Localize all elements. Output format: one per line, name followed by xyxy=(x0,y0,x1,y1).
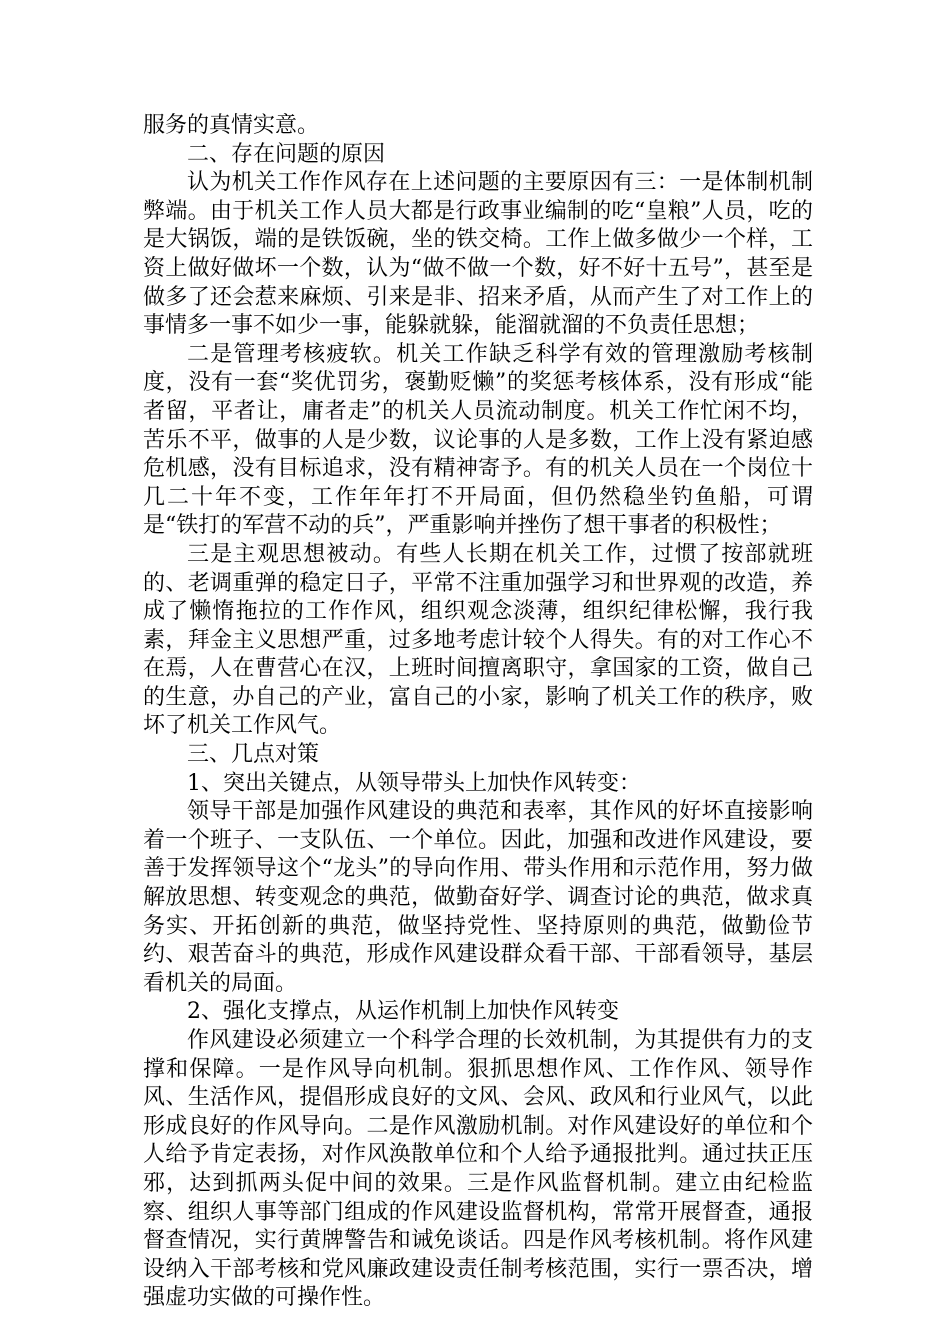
subheading-leadership: 1、突出关键点，从领导带头上加快作风转变： xyxy=(187,770,641,796)
paragraph-cause-mindset: 三是主观思想被动。有些人长期在机关工作，过惯了按部就班的、老调重弹的稳定日子，平常不注重加强学习和世界观的改造，养成了懒惰拖拉的工作作风，组织观念淡薄，组织纪律松懈，我行我素，拜金主义思想严重，过多地考虑计较个人得失。有的对工作心不在焉，人在曹营心在汉，上班时间擅离职守，拿国家的工资，做自己的生意，办自己的产业，富自己的小家，影响了机关工作的秩序，败坏了机关工作风气。 xyxy=(143,541,813,739)
paragraph-mechanism: 作风建设必须建立一个科学合理的长效机制，为其提供有力的支撑和保障。一是作风导向机制。狠抓思想作风、工作作风、领导作风、生活作风，提倡形成良好的文风、会风、政风和行业风气，以此形成良好的作风导向。二是作风激励机制。对作风建设好的单位和个人给予肯定表扬，对作风涣散单位和个人给予通报批判。通过扶正压邪，达到抓两头促中间的效果。三是作风监督机制。建立由纪检监察、组织人事等部门组成的作风建设监督机构，常常开展督查，通报督查情况，实行黄牌警告和诫免谈话。四是作风考核机制。将作风建设纳入干部考核和党风廉政建设责任制考核范围，实行一票否决，增强虚功实做的可操作性。 xyxy=(143,1028,813,1311)
paragraph-cause-management: 二是管理考核疲软。机关工作缺乏科学有效的管理激励考核制度，没有一套“奖优罚劣，褒勤贬懒”的奖惩考核体系，没有形成“能者留，平者让，庸者走”的机关人员流动制度。机关工作忙闲不均，苦乐不平，做事的人是少数，议论事的人是多数，工作上没有紧迫感危机感，没有目标追求，没有精神寄予。有的机关人员在一个岗位十几二十年不变，工作年年打不开局面，但仍然稳坐钓鱼船，可谓是“铁打的军营不动的兵”，严重影响并挫伤了想干事者的积极性； xyxy=(143,341,813,539)
subheading-mechanism: 2、强化支撑点，从运作机制上加快作风转变 xyxy=(187,999,619,1025)
paragraph-leadership: 领导干部是加强作风建设的典范和表率，其作风的好坏直接影响着一个班子、一支队伍、一个单位。因此，加强和改进作风建设，要善于发挥领导这个“龙头”的导向作用、带头作用和示范作用，努力做解放思想、转变观念的典范，做勤奋好学、调查讨论的典范，做求真务实、开拓创新的典范，做坚持党性、坚持原则的典范，做勤俭节约、艰苦奋斗的典范，形成作风建设群众看干部、干部看领导，基层看机关的局面。 xyxy=(143,799,813,996)
section-heading-countermeasures: 三、几点对策 xyxy=(187,742,320,768)
paragraph-continuation: 服务的真情实意。 xyxy=(143,113,320,138)
section-heading-causes: 二、存在问题的原因 xyxy=(187,141,386,167)
paragraph-cause-system: 认为机关工作作风存在上述问题的主要原因有三：一是体制机制弊端。由于机关工作人员大都是行政事业编制的吃“皇粮”人员，吃的是大锅饭，端的是铁饭碗，坐的铁交椅。工作上做多做少一个样，工资上做好做坏一个数，认为“做不做一个数，好不好十五号”，甚至是做多了还会惹来麻烦、引来是非、招来矛盾，从而产生了对工作上的事情多一事不如少一事，能躲就躲，能溜就溜的不负责任思想； xyxy=(143,170,813,339)
document-page xyxy=(143,112,813,1313)
